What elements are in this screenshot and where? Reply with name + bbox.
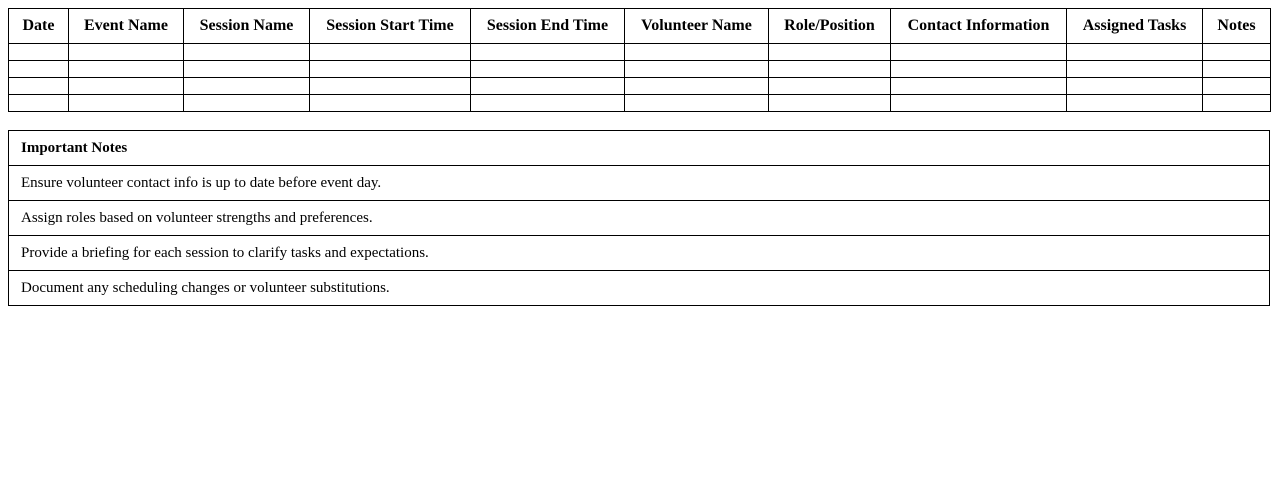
table-row xyxy=(9,78,1271,95)
table-cell[interactable] xyxy=(9,44,69,61)
table-cell[interactable] xyxy=(184,78,310,95)
table-cell[interactable] xyxy=(9,95,69,112)
table-cell[interactable] xyxy=(471,78,625,95)
note-item: Provide a briefing for each session to clarify tasks and expectations. xyxy=(9,236,1270,271)
important-notes-table xyxy=(8,130,1270,306)
table-cell[interactable] xyxy=(69,95,184,112)
table-cell[interactable] xyxy=(769,78,891,95)
table-cell[interactable] xyxy=(310,44,471,61)
table-header-row xyxy=(9,9,1271,44)
table-cell[interactable] xyxy=(69,44,184,61)
table-cell[interactable] xyxy=(1203,78,1271,95)
column-header-session-start-time: Session Start Time xyxy=(310,9,471,44)
column-header-event-name: Event Name xyxy=(69,9,184,44)
table-row xyxy=(9,61,1271,78)
list-item xyxy=(9,236,1270,271)
table-cell[interactable] xyxy=(891,44,1067,61)
table-cell[interactable] xyxy=(1067,78,1203,95)
list-item xyxy=(9,201,1270,236)
table-cell[interactable] xyxy=(769,95,891,112)
note-item: Document any scheduling changes or volunteer substitutions. xyxy=(9,271,1270,306)
table-cell[interactable] xyxy=(471,44,625,61)
table-cell[interactable] xyxy=(184,44,310,61)
table-cell[interactable] xyxy=(625,44,769,61)
table-cell[interactable] xyxy=(471,61,625,78)
table-cell[interactable] xyxy=(769,61,891,78)
table-cell[interactable] xyxy=(891,78,1067,95)
table-cell[interactable] xyxy=(1203,61,1271,78)
list-item xyxy=(9,271,1270,306)
column-header-session-name: Session Name xyxy=(184,9,310,44)
table-cell[interactable] xyxy=(1067,61,1203,78)
column-header-date: Date xyxy=(9,9,69,44)
table-cell[interactable] xyxy=(1067,44,1203,61)
table-cell[interactable] xyxy=(69,78,184,95)
important-notes-heading: Important Notes xyxy=(9,131,1270,166)
column-header-contact-information: Contact Information xyxy=(891,9,1067,44)
note-item: Ensure volunteer contact info is up to date before event day. xyxy=(9,166,1270,201)
table-cell[interactable] xyxy=(625,61,769,78)
table-cell[interactable] xyxy=(310,61,471,78)
table-cell[interactable] xyxy=(1203,44,1271,61)
table-cell[interactable] xyxy=(769,44,891,61)
table-cell[interactable] xyxy=(891,61,1067,78)
column-header-session-end-time: Session End Time xyxy=(471,9,625,44)
table-row xyxy=(9,95,1271,112)
table-cell[interactable] xyxy=(1203,95,1271,112)
column-header-assigned-tasks: Assigned Tasks xyxy=(1067,9,1203,44)
notes-heading-row xyxy=(9,131,1270,166)
table-cell[interactable] xyxy=(625,78,769,95)
column-header-role-position: Role/Position xyxy=(769,9,891,44)
volunteer-schedule-table xyxy=(8,8,1271,112)
table-cell[interactable] xyxy=(9,78,69,95)
table-cell[interactable] xyxy=(69,61,184,78)
table-cell[interactable] xyxy=(471,95,625,112)
note-item: Assign roles based on volunteer strengths and preferences. xyxy=(9,201,1270,236)
table-cell[interactable] xyxy=(184,61,310,78)
table-cell[interactable] xyxy=(891,95,1067,112)
table-cell[interactable] xyxy=(184,95,310,112)
table-row xyxy=(9,44,1271,61)
column-header-volunteer-name: Volunteer Name xyxy=(625,9,769,44)
list-item xyxy=(9,166,1270,201)
table-cell[interactable] xyxy=(310,78,471,95)
column-header-notes: Notes xyxy=(1203,9,1271,44)
table-cell[interactable] xyxy=(9,61,69,78)
table-cell[interactable] xyxy=(1067,95,1203,112)
table-cell[interactable] xyxy=(310,95,471,112)
table-cell[interactable] xyxy=(625,95,769,112)
